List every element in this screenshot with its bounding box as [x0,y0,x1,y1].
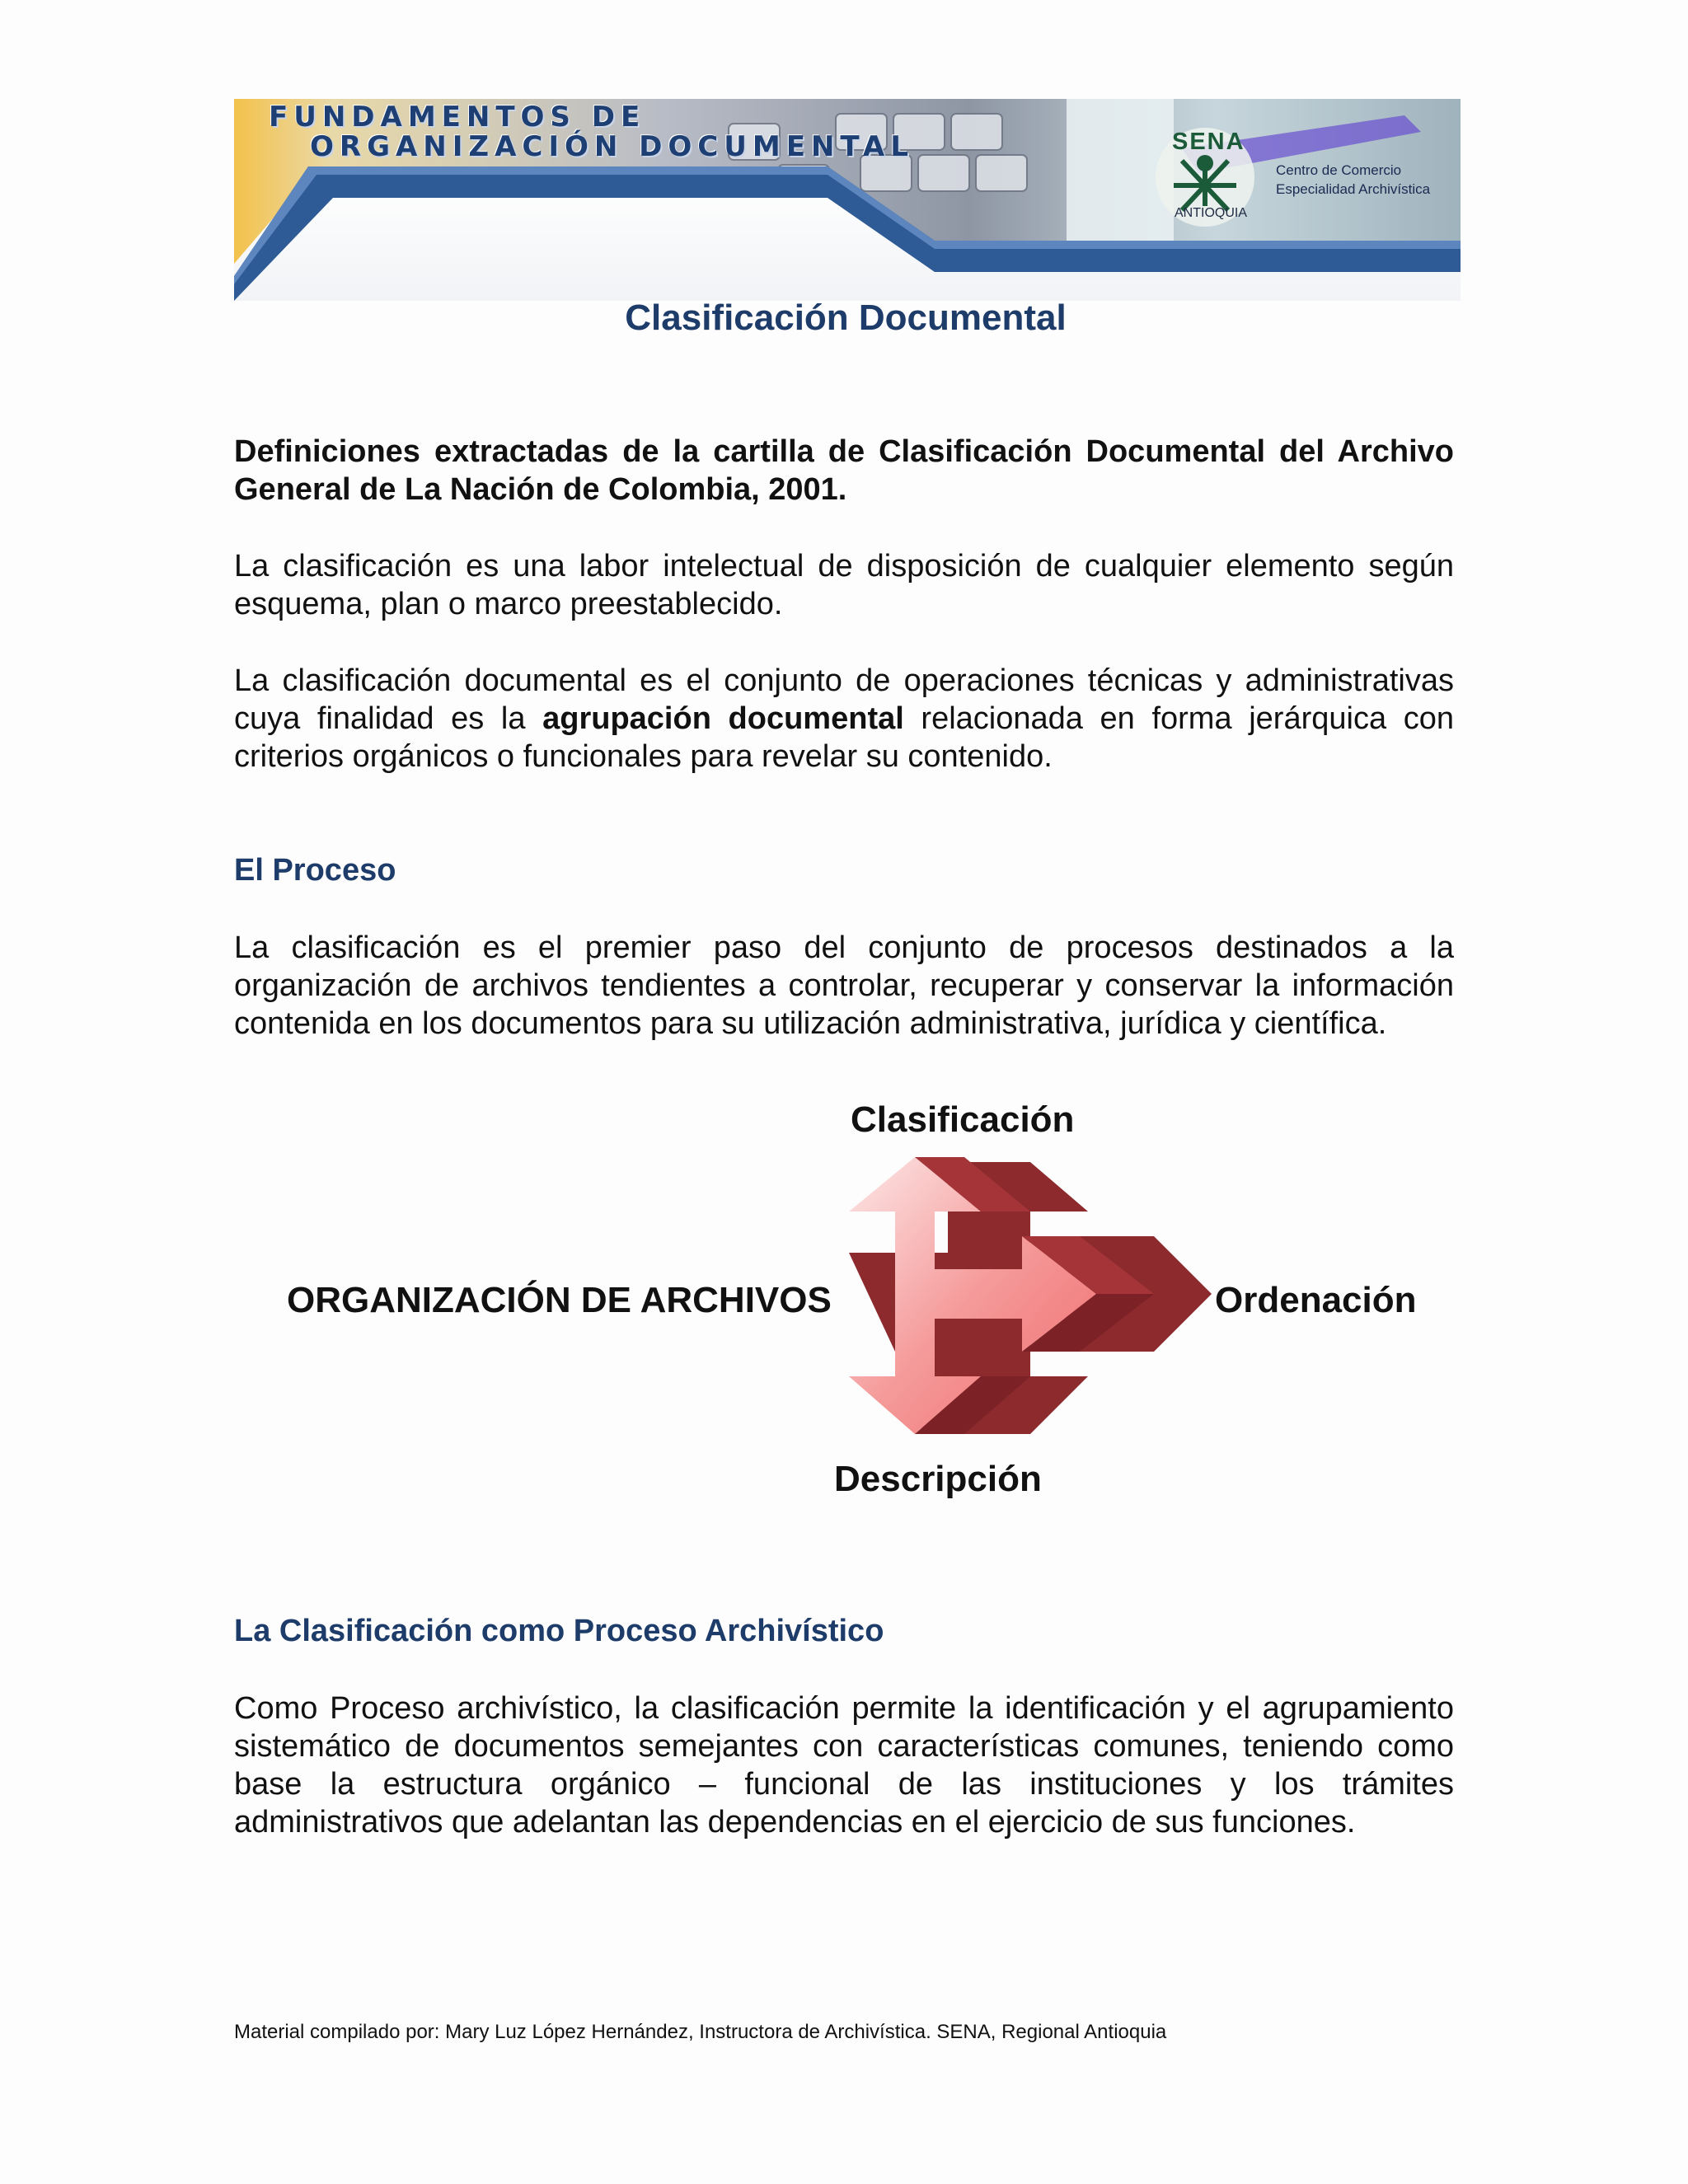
document-title: Clasificación Documental [625,298,1067,338]
banner-title-line2: ORGANIZACIÓN DOCUMENTAL [310,130,914,163]
definition-2-bold: agrupación documental [542,701,904,736]
diagram-label-organizacion: ORGANIZACIÓN DE ARCHIVOS [287,1280,832,1320]
sena-logo-name: SENA [1172,129,1245,155]
section-heading-proceso-archivistico: La Clasificación como Proceso Archivístico [234,1614,884,1648]
intro-paragraph: Definiciones extractadas de la cartilla de Clasificación Documental del Archivo General de La Nación de Colombia, 2001. [234,434,1454,507]
definition-paragraph-1: La clasificación es una labor intelectual de disposición de cualquier elemento según esquema, plan o marco preestablecido. [234,549,1454,621]
centro-line1: Centro de Comercio [1276,162,1402,178]
definition-paragraph-2 [234,662,1454,776]
header-banner [234,99,1461,301]
diagram-label-ordenacion: Ordenación [1215,1280,1417,1320]
process-arrow-graphic [824,1146,1220,1451]
definition-2-text-b: relacionada en forma jerárquica con criterios orgánicos o funcionales para revelar su contenido. [234,701,1454,774]
centro-line2: Especialidad Archivística [1276,181,1431,197]
sena-logo-region: ANTIOQUIA [1175,206,1248,220]
banner-title-line1: FUNDAMENTOS DE [269,101,646,134]
definition-2-text-a: La clasificación documental es el conjunto de operaciones técnicas y administrativas cuya finalidad es la [234,663,1454,736]
proceso-archivistico-paragraph: Como Proceso archivístico, la clasificación permite la identificación y el agrupamiento sistemático de documentos semejantes con características comunes, teniendo como base la estructura orgánico – funcional de las instituciones y los trámites administrativos que adelantan las dependencias en el ejercicio de sus funciones. [234,1691,1454,1840]
footer-credit: Material compilado por: Mary Luz López Hernández, Instructora de Archivística. SENA, Regional Antioquia [234,2021,1167,2043]
diagram-label-clasificacion: Clasificación [851,1099,1075,1140]
diagram-label-descripcion: Descripción [834,1459,1042,1499]
proceso-paragraph: La clasificación es el premier paso del conjunto de procesos destinados a la organización de archivos tendientes a controlar, recuperar y conservar la información contenida en los documentos para su utilización administrativa, jurídica y científica. [234,930,1454,1041]
section-heading-proceso: El Proceso [234,853,396,888]
